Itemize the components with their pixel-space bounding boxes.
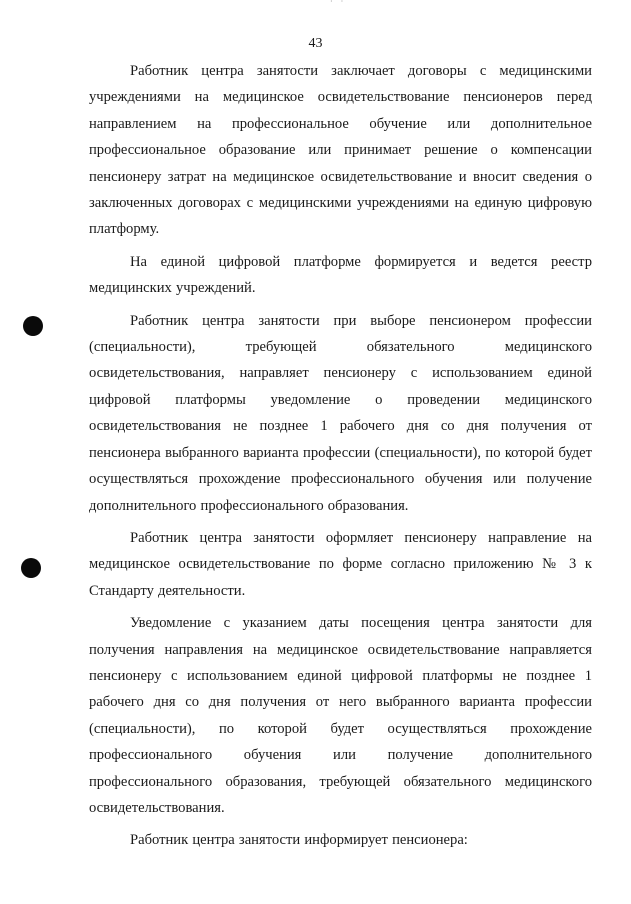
paragraph-registry: На единой цифровой платформе формируется и ведется реестр медицинских учреждений. [89, 253, 592, 297]
page-number: 43 [308, 36, 323, 51]
paragraph-referral: Работник центра занятости оформляет пенсионеру направление на медицинское освидетельствование по форме согласно приложению № 3 к Стандарту деятельности. [89, 529, 592, 599]
punch-hole-top [23, 316, 43, 336]
paragraph-notification: Работник центра занятости при выборе пенсионером профессии (специальности), требующей обязательного медицинского освидетельствования, направляет пенсионеру с использованием единой цифровой платформы уведомление о проведении медицинского освидетельствования не позднее 1 рабочего дня со дня получения от пенсионера выбранного варианта профессии (специальности), по которой будет осуществляться прохождение профессионального обучения или получение дополнительного профессионального образования. [89, 312, 592, 514]
paragraph-informs: Работник центра занятости информирует пенсионера: [130, 832, 468, 849]
paragraph-contracts: Работник центра занятости заключает договоры с медицинскими учреждениями на медицинское освидетельствование пенсионеров перед направлением на профессиональное обучение или дополнительное профессиональное образование или принимает решение о компенсации пенсионеру затрат на медицинское освидетельствование и вносит сведения о заключенных договорах с медицинскими учреждениями на единую цифровую платформу. [89, 63, 592, 238]
document-body [89, 58, 592, 854]
scan-artifact: · · [330, 0, 347, 6]
paragraph-visit-notice: Уведомление с указанием даты посещения центра занятости для получения направления на медицинское освидетельствование направляется пенсионеру с использованием единой цифровой платформы не позднее 1 рабочего дня со дня получения от него выбранного варианта профессии (специальности), по которой будет осуществляться прохождение профессионального обучения или получение дополнительного профессионального образования, требующей обязательного медицинского освидетельствования. [89, 615, 592, 816]
punch-hole-bottom [21, 558, 41, 578]
